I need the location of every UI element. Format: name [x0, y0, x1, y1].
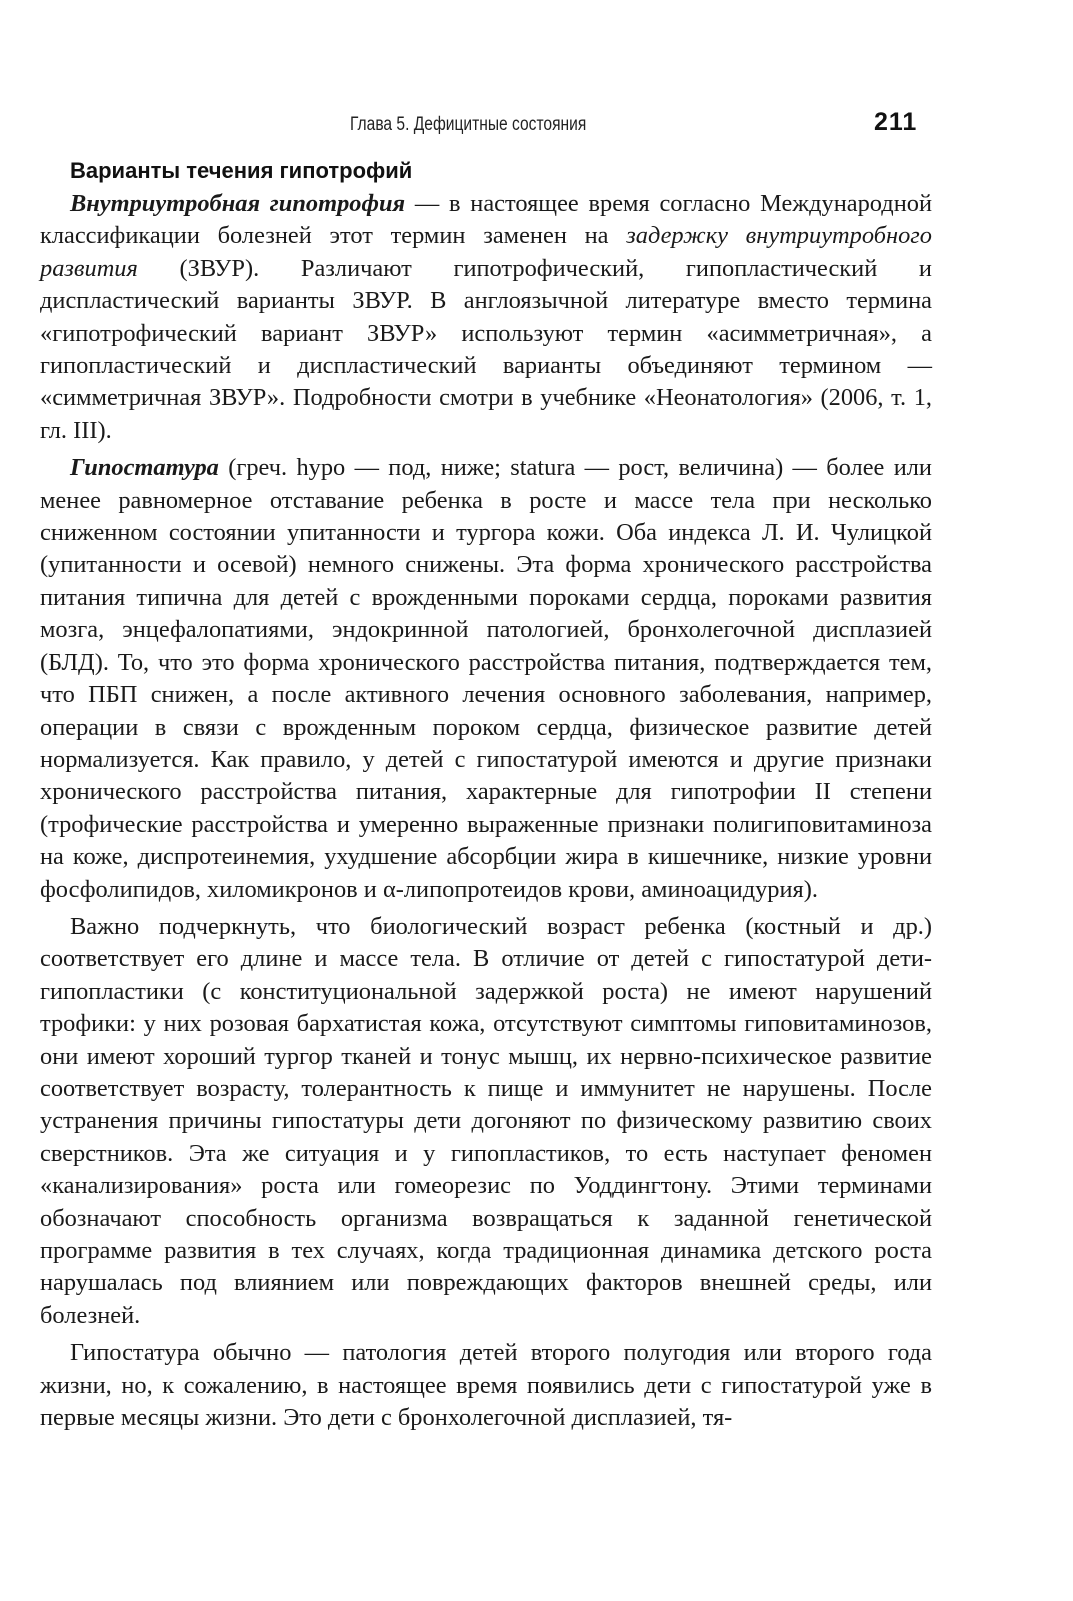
paragraph-hypostature-age — [40, 1337, 932, 1434]
paragraph-biological-age — [40, 911, 932, 1332]
page-body — [40, 158, 932, 1434]
paragraph-text: (греч. hypo — под, ниже; statura — рост, величина) — более или менее равномерное отставание ребенка в росте и массе тела при несколько сниженном состоянии упитанности и тургора кожи. Оба индекса Л. И. Чулицкой (упитанности и осевой) немного снижены. Эта форма хронического расстройства питания типична для детей с врожденными пороками сердца, пороками развития мозга, энцефалопатиями, эндокринной патологией, бронхолегочной дисплазией (БЛД). То, что это форма хронического расстройства питания, подтверждается тем, что ПБП снижен, а после активного лечения основного заболевания, например, операции в связи с врожденным пороком сердца, физическое развитие детей нормализуется. Как правило, у детей с гипостатурой имеются и другие признаки хронического расстройства питания, характерные для гипотрофии II степени (трофические расстройства и умеренно выраженные признаки полигиповитаминоза на коже, диспротеинемия, ухудшение абсорбции жира в кишечнике, низкие уровни фосфолипидов, хиломикронов и α-липопротеидов крови, аминоацидурия). — [40, 454, 932, 903]
page-number: 211 — [874, 108, 918, 136]
section-heading: Варианты течения гипотрофий — [70, 158, 413, 183]
chapter-title: Глава 5. Дефицитные состояния — [350, 114, 587, 135]
paragraph-text: (ЗВУР). Различают гипотрофический, гипопластический и диспластический варианты ЗВУР. В англоязычной литературе вместо термина «гипотрофический вариант ЗВУР» используют термин «асимметричная», а гипопластический и диспластический варианты объединяют термином — «симметричная ЗВУР». Подробности смотри в учебнике «Неонатология» (2006, т. 1, гл. III). — [40, 254, 932, 444]
paragraph-intrauterine-hypotrophy — [40, 188, 932, 447]
paragraph-hypostature — [40, 452, 932, 906]
paragraph-text: Гипостатура обычно — патология детей второго полугодия или второго года жизни, но, к сожалению, в настоящее время появились дети с гипостатурой уже в первые месяцы жизни. Это дети с бронхолегочной дисплазией, тя- — [40, 1339, 932, 1432]
paragraph-text: Важно подчеркнуть, что биологический возраст ребенка (костный и др.) соответствует его длине и массе тела. В отличие от детей с гипостатурой дети-гипопластики (с конституциональной задержкой роста) не имеют нарушений трофики: у них розовая бархатистая кожа, отсутствуют симптомы гиповитаминозов, они имеют хороший тургор тканей и тонус мышц, их нервно-психическое развитие соответствует возрасту, толерантность к пище и иммунитет не нарушены. После устранения причины гипостатуры дети догоняют по физическому развитию своих сверстников. Эта же ситуация и у гипопластиков, то есть наступает феномен «канализирования» роста или гомеорезис по Уоддингтону. Этими терминами обозначают способность организма возвращаться к заданной генетической программе развития в тех случаях, когда традиционная динамика детского роста нарушалась под влиянием или повреждающих факторов внешней среды, или болезней. — [40, 912, 932, 1329]
term-hypostature: Гипостатура — [70, 454, 219, 482]
italic-term-iugr: задержку внутриутробного развития — [40, 222, 932, 282]
running-header — [0, 106, 1073, 142]
term-intrauterine-hypotrophy: Внутриутробная гипотрофия — [70, 190, 406, 217]
paragraph-text: — в настоящее время согласно Международной классификации болезней этот термин заменен на — [40, 190, 932, 250]
